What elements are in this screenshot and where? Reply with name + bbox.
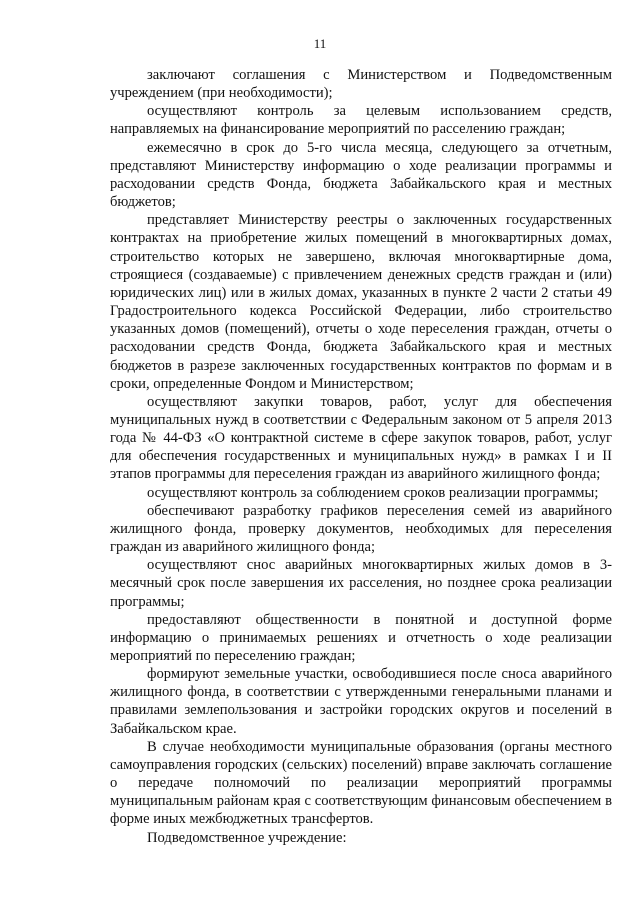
paragraph-procurement: осуществляют закупки товаров, работ, услуг для обеспечения муниципальных нужд в соответствии с Федеральным законом от 5 апреля 2013 года № 44-ФЗ «О контрактной системе в сфере закупок товаров, работ, услуг для обеспечения государственных и муниципальных нужд» в рамках I и II этапов программы для переселения граждан из аварийного жилищного фонда; — [110, 393, 612, 483]
paragraph-agreements: заключают соглашения с Министерством и Подведомственным учреждением (при необходимости); — [110, 67, 612, 102]
paragraph-contract-registers: представляет Министерству реестры о заключенных государственных контрактах на приобретение жилых помещений в многоквартирных домах, строительство которых не завершено, включая многоквартирные дома, строящиеся (создаваемые) с привлечением денежных средств граждан и (или) юридических лиц) или в жилых домах, указанных в пункте 2 части 2 статьи 49 Градостроительного кодекса Российской Федерации, либо строительство указанных домов (помещений), отчеты о ходе переселения граждан, отчеты о расходовании средств Фонда, бюджета Забайкальского края и местных бюджетов в разрезе заключенных государственных контрактов по формам и в сроки, определенные Фондом и Министерством; — [110, 212, 612, 392]
paragraph-targeted-use-control: осуществляют контроль за целевым использованием средств, направляемых на финансирование мероприятий по расселению граждан; — [110, 103, 612, 138]
paragraph-subordinate-institution: Подведомственное учреждение: — [147, 829, 347, 846]
paragraph-resettlement-schedules: обеспечивают разработку графиков переселения семей из аварийного жилищного фонда, проверку документов, необходимых для переселения граждан из аварийного жилищного фонда; — [110, 502, 612, 556]
paragraph-demolition: осуществляют снос аварийных многоквартирных жилых домов в 3-месячный срок после завершения их расселения, но позднее срока реализации программы; — [110, 557, 612, 610]
paragraph-public-information: предоставляют общественности в понятной и доступной форме информацию о принимаемых решениях и отчетность о ходе реализации мероприятий по переселению граждан; — [110, 611, 612, 664]
paragraph-land-plots: формируют земельные участки, освободившиеся после сноса аварийного жилищного фонда, в соответствии с утвержденными генеральными планами и правилами землепользования и застройки городских округов и поселений в Забайкальском крае. — [110, 666, 612, 737]
page-number: 11 — [313, 36, 327, 51]
paragraph-deadline-control: осуществляют контроль за соблюдением сроков реализации программы; — [147, 484, 599, 501]
paragraph-monthly-reporting: ежемесячно в срок до 5-го числа месяца, следующего за отчетным, представляют Министерству информацию о ходе реализации программы и расходовании средств Фонда, бюджета Забайкальского края и местных бюджетов; — [110, 139, 612, 211]
paragraph-delegation-of-powers: В случае необходимости муниципальные образования (органы местного самоуправления городских (сельских) поселений) вправе заключать соглашение о передаче полномочий по реализации мероприятий программы муниципальным районам края с соответствующим финансовым обеспечением в форме иных межбюджетных трансфертов. — [110, 738, 612, 828]
document-body — [110, 66, 612, 847]
